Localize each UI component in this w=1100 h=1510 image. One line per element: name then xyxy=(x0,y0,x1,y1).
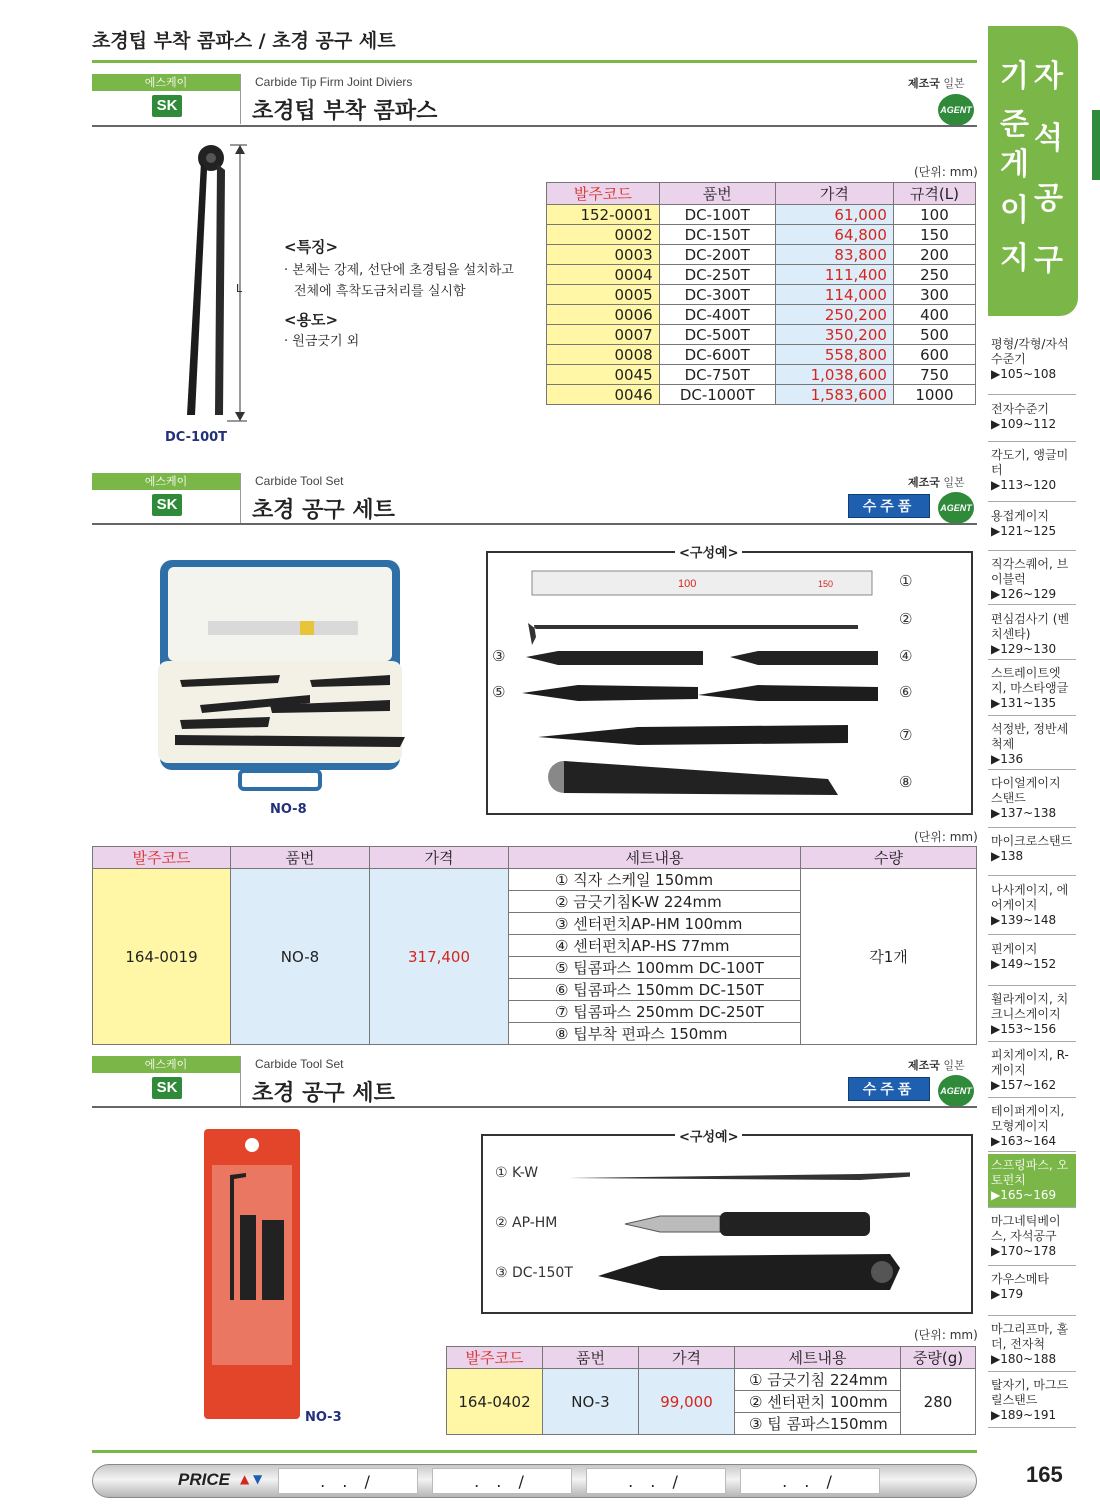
set-content: ① 금긋기침 224mm xyxy=(735,1369,901,1391)
col-header: 중량(g) xyxy=(901,1347,976,1369)
item-label: ② AP-HM xyxy=(495,1215,558,1231)
sidebar-item-pages: ▶121~125 xyxy=(991,524,1057,538)
set-table xyxy=(446,1346,976,1435)
sidebar-item-pages: ▶189~191 xyxy=(991,1408,1057,1422)
composition-tools xyxy=(518,565,888,810)
sidebar-item-label: 평형/각형/자석 수준기 xyxy=(991,337,1069,366)
size: 250 xyxy=(893,265,975,285)
origin: 제조국 일본 xyxy=(908,476,965,489)
tab-char: 준 xyxy=(1000,107,1029,142)
set-table xyxy=(92,846,977,1045)
made-to-order-badge: 수주품 xyxy=(848,1077,930,1101)
tool-case-photo xyxy=(150,555,412,795)
sidebar-item-pages: ▶131~135 xyxy=(991,696,1057,710)
price: 317,400 xyxy=(370,869,509,1045)
item-number: ④ xyxy=(899,647,913,665)
price: 111,400 xyxy=(775,265,893,285)
col-header: 품번 xyxy=(659,183,775,205)
item-number: ⑤ xyxy=(492,683,506,701)
sidebar-item-pages: ▶109~112 xyxy=(991,417,1057,431)
order-code: 0007 xyxy=(547,325,660,345)
sidebar-item-pages: ▶179 xyxy=(991,1287,1024,1301)
set-content: ⑧ 팁부착 편파스 150mm xyxy=(509,1023,801,1045)
composition-heading: <구성예> xyxy=(675,1126,742,1145)
col-header: 수량 xyxy=(801,847,977,869)
english-name: Carbide Tool Set xyxy=(255,1057,344,1071)
agent-badge: AGENT xyxy=(938,492,974,524)
maker-badge: 에스케이 xyxy=(92,74,240,91)
weight: 280 xyxy=(901,1369,976,1435)
sidebar-item-pages: ▶126~129 xyxy=(991,587,1057,601)
size: 1000 xyxy=(893,385,975,405)
set-content: ⑤ 팁콤파스 100mm DC-100T xyxy=(509,957,801,979)
sk-logo: SK xyxy=(152,95,182,117)
table-row xyxy=(547,225,976,245)
order-code: 0002 xyxy=(547,225,660,245)
tool-pouch-photo xyxy=(200,1125,304,1425)
sidebar-item[interactable] xyxy=(988,988,1076,1042)
table-row xyxy=(547,305,976,325)
usage-line: · 원금긋기 외 xyxy=(284,334,360,349)
sidebar-item-pages: ▶170~178 xyxy=(991,1244,1057,1258)
sidebar-item[interactable] xyxy=(988,505,1076,551)
sidebar-item-label: 나사게이지, 에어게이지 xyxy=(991,883,1069,912)
price: 61,000 xyxy=(775,205,893,225)
price: 250,200 xyxy=(775,305,893,325)
tab-char: 구 xyxy=(1034,243,1063,278)
sidebar-item-label: 스프링파스, 오토펀치 xyxy=(991,1158,1069,1187)
sidebar-item[interactable] xyxy=(988,333,1076,395)
table-row xyxy=(547,245,976,265)
sidebar-item[interactable] xyxy=(988,1318,1076,1372)
col-header: 세트내용 xyxy=(735,1347,901,1369)
item-label: ① K-W xyxy=(495,1165,539,1181)
tab-char: 기 xyxy=(1000,59,1029,94)
agent-badge: AGENT xyxy=(938,1075,974,1107)
sidebar-item[interactable] xyxy=(988,879,1076,935)
order-code: 0005 xyxy=(547,285,660,305)
table-row xyxy=(547,205,976,225)
arrow-down-icon: ▼ xyxy=(253,1472,263,1486)
composition-heading: <구성예> xyxy=(675,542,742,561)
sidebar-item-label: 마그네틱베이스, 자석공구 xyxy=(991,1214,1061,1243)
order-code: 164-0019 xyxy=(93,869,231,1045)
table-row xyxy=(547,365,976,385)
sk-logo: SK xyxy=(152,1077,182,1099)
section-divider xyxy=(92,125,977,127)
product-title: 초경 공구 세트 xyxy=(252,498,395,523)
order-code: 0008 xyxy=(547,345,660,365)
made-to-order-badge: 수주품 xyxy=(848,494,930,518)
product-title: 초경팁 부착 콤파스 xyxy=(252,99,438,124)
sidebar-item-label: 탈자기, 마그드릴스탠드 xyxy=(991,1378,1069,1407)
order-code: 0046 xyxy=(547,385,660,405)
model-number: DC-150T xyxy=(659,225,775,245)
col-header: 가격 xyxy=(370,847,509,869)
maker-badge: 에스케이 xyxy=(92,473,240,490)
size: 200 xyxy=(893,245,975,265)
size: 100 xyxy=(893,205,975,225)
footer-line xyxy=(92,1450,977,1453)
price: 64,800 xyxy=(775,225,893,245)
feature-line: · 본체는 강제, 선단에 초경팁을 설치하고 xyxy=(284,263,514,278)
product-title: 초경 공구 세트 xyxy=(252,1081,395,1106)
english-name: Carbide Tool Set xyxy=(255,474,344,488)
sidebar-item-pages: ▶129~130 xyxy=(991,642,1057,656)
set-content: ⑦ 팁콤파스 250mm DC-250T xyxy=(509,1001,801,1023)
sidebar-item-pages: ▶163~164 xyxy=(991,1134,1057,1148)
price-label: PRICE xyxy=(178,1470,230,1489)
svg-text:150: 150 xyxy=(818,579,834,589)
sidebar-item-label: 휠라게이지, 치크니스게이지 xyxy=(991,992,1069,1021)
sidebar-item-label: 석정반, 정반세척제 xyxy=(991,722,1069,751)
tab-char: 이 xyxy=(1000,193,1029,228)
sidebar-item[interactable] xyxy=(988,1374,1076,1428)
sidebar-item-label: 다이얼게이지 스탠드 xyxy=(991,776,1061,805)
sidebar-item-label: 테이퍼게이지, 모형게이지 xyxy=(991,1104,1065,1133)
sidebar-item-label: 마이크로스탠드 xyxy=(991,834,1073,848)
sidebar-item-pages: ▶139~148 xyxy=(991,913,1057,927)
usage-heading: <용도> xyxy=(284,311,339,329)
table-row xyxy=(547,385,976,405)
item-number: ① xyxy=(899,572,913,590)
sidebar-item[interactable] xyxy=(988,1154,1076,1208)
origin: 제조국 일본 xyxy=(908,77,965,90)
set-content: ① 직자 스케일 150mm xyxy=(509,869,801,891)
tab-char: 게 xyxy=(1000,147,1029,182)
maker-badge: 에스케이 xyxy=(92,1056,240,1073)
sidebar-item-pages: ▶149~152 xyxy=(991,957,1057,971)
tab-char: 자 xyxy=(1034,59,1063,94)
sidebar-item[interactable] xyxy=(988,553,1076,605)
item-number: ⑦ xyxy=(899,726,913,744)
model-number: NO-8 xyxy=(231,869,370,1045)
price: 1,038,600 xyxy=(775,365,893,385)
sidebar-item-label: 가우스메타 xyxy=(991,1272,1049,1286)
sidebar-item-label: 편심검사기 (벤치센타) xyxy=(991,612,1070,641)
model-number: DC-600T xyxy=(659,345,775,365)
model-number: DC-100T xyxy=(659,205,775,225)
sidebar-item-label: 용접게이지 xyxy=(991,509,1049,523)
sidebar-item-pages: ▶113~120 xyxy=(991,478,1057,492)
section-divider xyxy=(92,523,977,525)
col-header: 품번 xyxy=(543,1347,639,1369)
features-heading: <특징> xyxy=(284,238,339,256)
photo-label: NO-3 xyxy=(305,1410,342,1425)
sidebar-item-pages: ▶136 xyxy=(991,752,1024,766)
col-header: 품번 xyxy=(231,847,370,869)
price-slot[interactable]: . . / xyxy=(432,1468,572,1494)
price: 99,000 xyxy=(639,1369,735,1435)
order-code: 0006 xyxy=(547,305,660,325)
sidebar-item[interactable] xyxy=(988,1210,1076,1266)
compass-photo xyxy=(175,140,265,430)
sidebar-item[interactable] xyxy=(988,772,1076,828)
sidebar-item-label: 피치게이지, R-게이지 xyxy=(991,1048,1069,1077)
tab-char: 지 xyxy=(1000,241,1029,276)
order-code: 0045 xyxy=(547,365,660,385)
price: 114,000 xyxy=(775,285,893,305)
col-header: 발주코드 xyxy=(93,847,231,869)
price-table xyxy=(546,182,976,405)
sidebar-item-pages: ▶105~108 xyxy=(991,367,1057,381)
photo-label: NO-8 xyxy=(270,802,307,817)
col-header: 발주코드 xyxy=(447,1347,543,1369)
sidebar-item[interactable] xyxy=(988,830,1076,876)
sidebar-item-label: 마그리프마, 홀더, 전자척 xyxy=(991,1322,1069,1351)
order-code: 152-0001 xyxy=(547,205,660,225)
set-content: ⑥ 팁콤파스 150mm DC-150T xyxy=(509,979,801,1001)
sidebar-item-label: 핀게이지 xyxy=(991,942,1038,956)
sidebar-item-pages: ▶180~188 xyxy=(991,1352,1057,1366)
model-number: DC-200T xyxy=(659,245,775,265)
price: 1,583,600 xyxy=(775,385,893,405)
sidebar-item-pages: ▶138 xyxy=(991,849,1024,863)
sidebar-item[interactable] xyxy=(988,1044,1076,1098)
model-number: NO-3 xyxy=(543,1369,639,1435)
size: 300 xyxy=(893,285,975,305)
set-content: ② 센터펀치 100mm xyxy=(735,1391,901,1413)
sidebar-item-pages: ▶165~169 xyxy=(991,1188,1057,1202)
model-number: DC-750T xyxy=(659,365,775,385)
sidebar-item-label: 스트레이트엣지, 마스타앵글 xyxy=(991,666,1069,695)
item-number: ② xyxy=(899,610,913,628)
sidebar-item[interactable] xyxy=(988,1268,1076,1316)
col-header: 발주코드 xyxy=(547,183,660,205)
col-header: 규격(L) xyxy=(893,183,975,205)
sidebar-item[interactable] xyxy=(988,608,1076,660)
table-row xyxy=(547,285,976,305)
category-tab[interactable] xyxy=(988,26,1078,316)
sidebar-item-pages: ▶137~138 xyxy=(991,806,1057,820)
model-number: DC-400T xyxy=(659,305,775,325)
sidebar-item[interactable] xyxy=(988,1100,1076,1152)
item-label: ③ DC-150T xyxy=(495,1265,573,1281)
sidebar-item[interactable] xyxy=(988,444,1076,502)
order-code: 0004 xyxy=(547,265,660,285)
col-header: 가격 xyxy=(775,183,893,205)
unit-label: (단위: mm) xyxy=(914,1328,978,1342)
sidebar-item-pages: ▶153~156 xyxy=(991,1022,1057,1036)
table-row xyxy=(547,325,976,345)
tab-char: 공 xyxy=(1034,181,1063,216)
dimension-label: L xyxy=(236,282,243,295)
set-content: ③ 센터펀치AP-HM 100mm xyxy=(509,913,801,935)
tab-marker xyxy=(1092,110,1100,180)
model-number: DC-1000T xyxy=(659,385,775,405)
order-code: 164-0402 xyxy=(447,1369,543,1435)
order-code: 0003 xyxy=(547,245,660,265)
model-number: DC-250T xyxy=(659,265,775,285)
title-underline xyxy=(92,60,977,63)
sk-logo: SK xyxy=(152,494,182,516)
model-number: DC-300T xyxy=(659,285,775,305)
composition-tools xyxy=(560,1148,910,1308)
size: 600 xyxy=(893,345,975,365)
table-row xyxy=(547,345,976,365)
item-number: ③ xyxy=(492,647,506,665)
col-header: 세트내용 xyxy=(509,847,801,869)
size: 750 xyxy=(893,365,975,385)
sidebar-item-label: 전자수준기 xyxy=(991,402,1049,416)
sidebar-item-label: 직각스퀘어, 브이블럭 xyxy=(991,557,1069,586)
sidebar-item[interactable] xyxy=(988,398,1076,442)
item-number: ⑧ xyxy=(899,773,913,791)
sidebar-item[interactable] xyxy=(988,718,1076,770)
table-row xyxy=(547,265,976,285)
table-row xyxy=(93,869,977,891)
price: 350,200 xyxy=(775,325,893,345)
price-slot[interactable]: . . / xyxy=(740,1468,880,1494)
set-content: ③ 팁 콤파스150mm xyxy=(735,1413,901,1435)
price: 558,800 xyxy=(775,345,893,365)
quantity: 각1개 xyxy=(801,869,977,1045)
arrow-up-icon: ▲ xyxy=(240,1472,250,1486)
model-number: DC-500T xyxy=(659,325,775,345)
table-row xyxy=(447,1369,976,1391)
section-divider xyxy=(92,1106,977,1108)
page-number: 165 xyxy=(1026,1462,1063,1487)
price-slot[interactable]: . . / xyxy=(586,1468,726,1494)
set-content: ④ 센터펀치AP-HS 77mm xyxy=(509,935,801,957)
sidebar-item-label: 각도기, 앵글미터 xyxy=(991,448,1069,477)
sidebar-item-pages: ▶157~162 xyxy=(991,1078,1057,1092)
photo-label: DC-100T xyxy=(165,430,228,445)
unit-label: (단위: mm) xyxy=(914,830,978,844)
size: 500 xyxy=(893,325,975,345)
tab-char: 석 xyxy=(1034,121,1063,156)
origin: 제조국 일본 xyxy=(908,1059,965,1072)
english-name: Carbide Tip Firm Joint Diviers xyxy=(255,75,413,89)
feature-line: 전체에 흑착도금처리를 실시함 xyxy=(294,284,466,299)
price: 83,800 xyxy=(775,245,893,265)
sidebar-item[interactable] xyxy=(988,662,1076,716)
item-number: ⑥ xyxy=(899,683,913,701)
page-title: 초경팁 부착 콤파스 / 초경 공구 세트 xyxy=(92,30,396,52)
unit-label: (단위: mm) xyxy=(914,165,978,179)
size: 150 xyxy=(893,225,975,245)
price-slot[interactable]: . . / xyxy=(278,1468,418,1494)
agent-badge: AGENT xyxy=(938,94,974,126)
size: 400 xyxy=(893,305,975,325)
set-content: ② 금긋기침K-W 224mm xyxy=(509,891,801,913)
sidebar-item[interactable] xyxy=(988,938,1076,986)
svg-text:100: 100 xyxy=(678,578,697,590)
col-header: 가격 xyxy=(639,1347,735,1369)
